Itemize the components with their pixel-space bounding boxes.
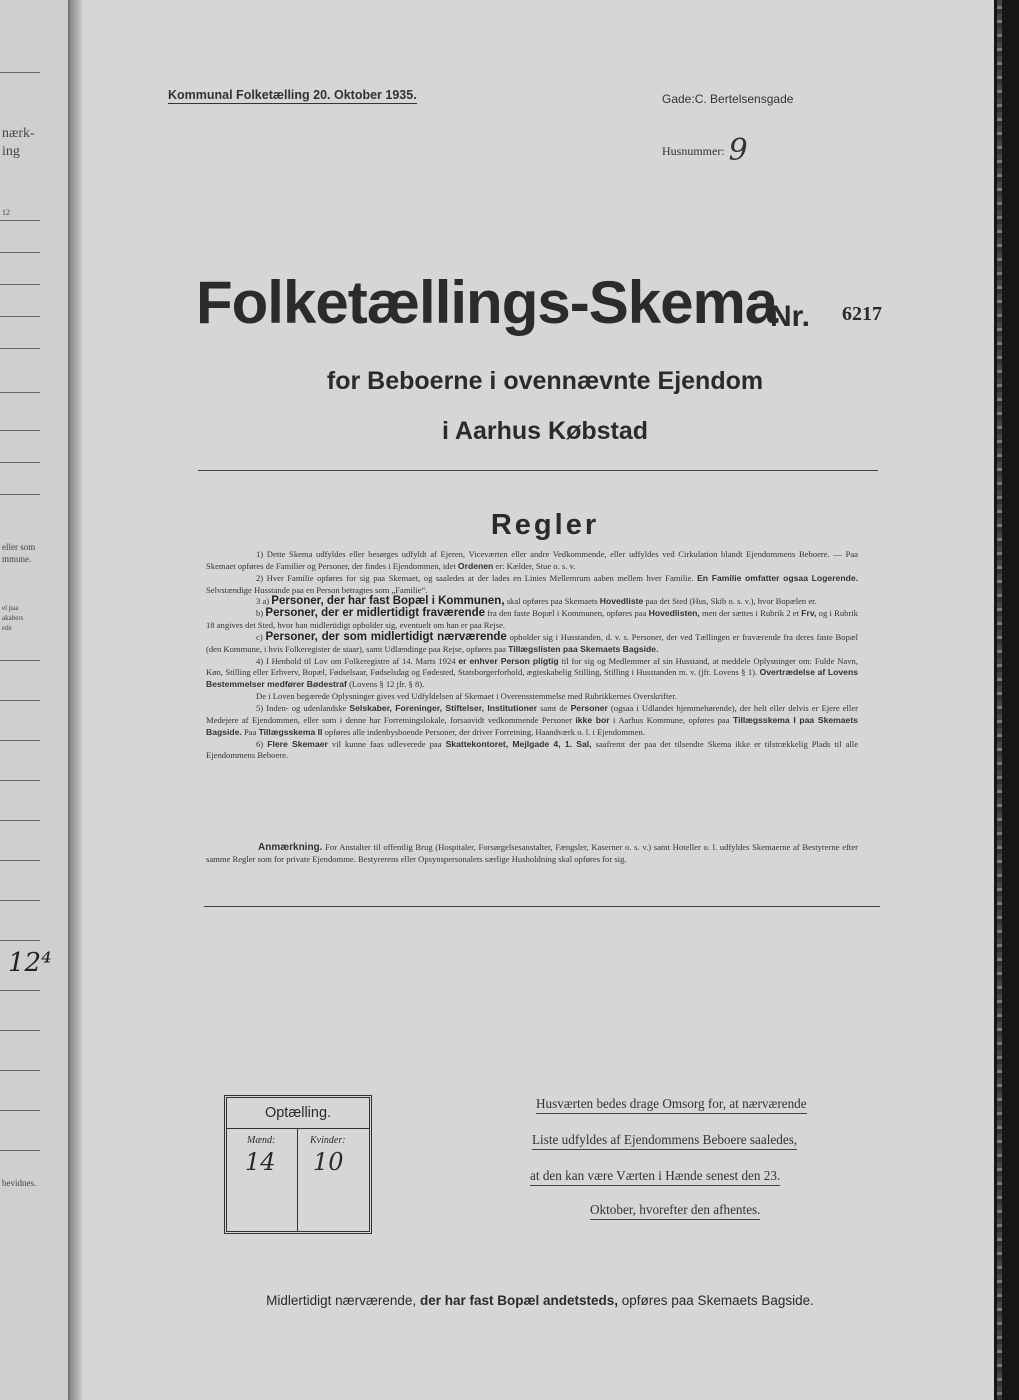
rule-text-bold: Flere Skemaer (267, 738, 328, 749)
left-fragment-text: ing (2, 144, 20, 159)
rule-number: b) (256, 608, 264, 619)
rule-text: Paa (243, 726, 257, 737)
remark-section (206, 842, 858, 866)
rules-heading: Regler (490, 509, 600, 541)
rule-text-bold: En Familie omfatter ogsaa Logerende. (697, 572, 858, 583)
footer-note (200, 1293, 880, 1308)
rule-number: 6) (256, 738, 264, 749)
remark-label: Anmærkning. (258, 842, 323, 853)
left-rule (0, 430, 40, 431)
form-title: Folketællings-Skema (196, 269, 778, 336)
left-rule (0, 220, 40, 221)
rule-text: Selvstændige Husstande paa en Person betragtes som „Familie“. (206, 584, 428, 595)
rule-text: 2) Hver Familie opføres for sig paa Skemaet, og saaledes at der lades en Linies Mellemrum aaben mellem hver Familie. (256, 572, 694, 583)
footer-text-bold: der har fast Bopæl andetsteds, (419, 1293, 618, 1308)
left-fragment-text: nærk- (2, 126, 35, 141)
left-rule (0, 1150, 40, 1151)
rule-text-bold: Personer, der er midlertidigt fraværende (265, 607, 486, 620)
left-rule (0, 990, 40, 991)
rule-text: (Lovens § 12 jfr. § 8). (349, 679, 425, 690)
left-rule (0, 348, 40, 349)
left-rule (0, 820, 40, 821)
house-number-value: 9 (728, 133, 748, 168)
left-fragment-text: 12 (2, 208, 10, 217)
house-number-label: Husnummer: (662, 144, 725, 158)
rule-text-bold: Overtrædelse af Lovens Bestemmelser medfører Bødestraf (206, 667, 858, 690)
rule-text-bold: Personer, der som midlertidigt nærværende (265, 630, 507, 643)
left-fragment-text: ede (2, 624, 12, 632)
left-rule (0, 1110, 40, 1111)
count-box-title: Optælling. (227, 1098, 369, 1129)
rule-text-bold: Tillægsskema II (258, 726, 323, 737)
rule-text-bold: Personer, der har fast Bopæl i Kommunen, (271, 595, 505, 608)
left-fragment-text: eller som (2, 542, 36, 552)
divider-rule (204, 906, 880, 907)
binding-strip (997, 0, 1002, 1400)
left-rule (0, 316, 40, 317)
rule-text: 1) Dette Skema udfyldes eller besørges udfyldt af Ejeren, Viceværten eller andre Vedkommende, eller udfyldes ved Cirkulation blandt Ejendommens Beboere. — Paa Skemaet opføres de Familier og Personer, der findes i Ejendommen, idet (206, 549, 858, 571)
rule-text: i Aarhus Kommune, opføres paa (613, 714, 730, 725)
street-field (662, 92, 793, 106)
rule-text: (ogsaa i Udlandet hjemmehørende), der helt eller delvis er Ejere eller Medejere af Ejendommen, eller som i denne har Forretningslokale, forsaavidt vedkommende Personer (206, 702, 858, 725)
rule-1 (206, 549, 858, 573)
left-fragment-text: akabers (2, 614, 24, 622)
street-label: Gade: (662, 92, 695, 106)
count-box-divider (297, 1128, 298, 1231)
left-rule (0, 740, 40, 741)
women-label: Kvinder: (310, 1135, 346, 1146)
rule-4-note (206, 691, 858, 703)
left-fragment-text: bevidnes. (2, 1178, 37, 1188)
left-rule (0, 72, 40, 73)
rule-6 (206, 739, 858, 763)
book-edge (994, 0, 1019, 1400)
left-rule (0, 284, 40, 285)
rule-text: De i Loven begærede Oplysninger gives ved Udfyldelsen af Skemaet i Overensstemmelse med Rubrikkernes Overskrifter. (256, 691, 677, 702)
rule-text-bold: ikke bor (575, 714, 610, 725)
left-page-fragment (0, 0, 70, 1400)
rule-text-bold: Tillægsskema I paa Skemaets Bagside. (206, 714, 858, 737)
rule-text: opføres alle indenbysboende Personer, der driver Forretning, Haandværk o. l. i Ejendommen. (324, 726, 645, 737)
rule-text: er: Kælder, Stue o. s. v. (495, 560, 576, 571)
rule-text-bold: Selskaber, Foreninger, Stiftelser, Institutioner (349, 702, 537, 713)
footer-text: Midlertidigt nærværende, (266, 1293, 417, 1308)
left-rule (0, 700, 40, 701)
left-rule (0, 900, 40, 901)
rules-text (206, 549, 858, 762)
rule-3b (206, 608, 858, 632)
rule-text: samt de (540, 702, 568, 713)
left-rule (0, 940, 40, 941)
left-fragment-text: mmune. (2, 554, 32, 564)
left-rule (0, 660, 40, 661)
rule-text: saafremt der paa det tilsendte Skema ikke er tilstrækkelig Plads til alle Ejendommens Beboere. (206, 738, 859, 761)
left-rule (0, 252, 40, 253)
rule-text: skal opføres paa Skemaets (506, 596, 598, 607)
women-count: 10 (313, 1148, 344, 1176)
rule-text-bold: Frv, (801, 608, 817, 619)
remark-text: For Anstalter til offentlig Brug (Hospitaler, Forsørgelsesanstalter, Fængsler, Kaserner o. s. v.) samt Hoteller o. l. udfyldes Skemaerne af Bestyrerne efter samme Regler som for private Ejendomme. Bestyrerens eller Opsynspersonalets særlige Husholdning skal opføres for sig. (206, 842, 858, 864)
notice-line: Husværten bedes drage Omsorg for, at nærværende (536, 1096, 807, 1114)
left-fragment-text: el paa (2, 604, 19, 612)
rule-text-bold: Hovedlisten, (648, 608, 700, 619)
rule-text-bold: Personer (570, 702, 608, 713)
rule-text: og i Rubrik 18 angives det Sted, hvor han midlertidigt opholder sig, eventuelt om han er paa Rejse. (206, 608, 858, 631)
census-title: Kommunal Folketælling 20. Oktober 1935. (168, 88, 417, 102)
notice-line: Oktober, hvorefter den afhentes. (590, 1202, 760, 1220)
rule-text: men der sættes i Rubrik 2 et (702, 608, 800, 619)
book-gutter (70, 0, 82, 1400)
form-subtitle-1: for Beboerne i ovennævnte Ejendom (326, 367, 764, 395)
left-rule (0, 1070, 40, 1071)
street-value: C. Bertelsensgade (694, 92, 794, 106)
left-rule (0, 462, 40, 463)
rule-text-bold: Skattekontoret, Mejlgade 4, 1. Sal, (445, 738, 592, 749)
notice-line: at den kan være Værten i Hænde senest den 23. (530, 1168, 780, 1186)
left-rule (0, 860, 40, 861)
left-rule (0, 1030, 40, 1031)
rule-text: 4) I Henhold til Lov om Folkeregistre af 14. Marts 1924 (256, 655, 456, 666)
rule-text: opholder sig i Husstanden, d. v. s. Personer, der ved Tællingen er fraværende fra deres faste Bopæl (den Kommune, i hvis Folkeregister de staar), samt Udlændinge paa Rejse, opføres paa (206, 631, 859, 654)
left-rule (0, 780, 40, 781)
left-handwritten-number: 12⁴ (8, 948, 52, 978)
men-count: 14 (245, 1148, 276, 1176)
form-number-value: 6217 (842, 303, 882, 325)
rule-text-bold: Tillægslisten paa Skemaets Bagside. (508, 643, 659, 654)
left-rule (0, 392, 40, 393)
rule-text-bold: Hovedliste (599, 596, 644, 607)
rule-text: fra den faste Bopæl i Kommunen, opføres paa (487, 608, 647, 619)
form-subtitle-2: i Aarhus Købstad (441, 417, 649, 445)
divider-rule (198, 470, 878, 471)
rule-number: c) (256, 631, 263, 642)
rule-text: paa det Sted (Hus, Skib o. s. v.), hvor Bopælen er. (645, 596, 817, 607)
rule-text: 5) Inden- og udenlandske (256, 702, 347, 713)
rule-text-bold: Ordenen (457, 560, 494, 571)
left-rule (0, 494, 40, 495)
rule-4 (206, 656, 858, 692)
rule-2 (206, 573, 858, 597)
form-number-label: Nr. (770, 300, 811, 333)
notice-line: Liste udfyldes af Ejendommens Beboere saaledes, (532, 1132, 797, 1150)
footer-text: opføres paa Skemaets Bagside. (621, 1293, 814, 1308)
men-label: Mænd: (247, 1135, 276, 1146)
rule-text: vil kunne faas udleverede paa (331, 738, 442, 749)
rule-text-bold: er enhver Person pligtig (458, 655, 559, 666)
rule-3c (206, 632, 858, 656)
count-box (224, 1095, 372, 1234)
rule-text: til for sig og Medlemmer af sin Husstand, at meddele Oplysninger om: Fulde Navn, Køn, Stilling eller Erhverv, Bopæl, Fødselsaar, Fødselsdag og Fødested, Statsborgerforhold, ægteskabelig Stilling, Stilling i Husstanden m. v. (jfr. Lovens § 1). (206, 655, 858, 678)
house-number-field (662, 128, 748, 168)
rule-5 (206, 703, 858, 739)
rule-number: 3 a) (256, 596, 270, 607)
